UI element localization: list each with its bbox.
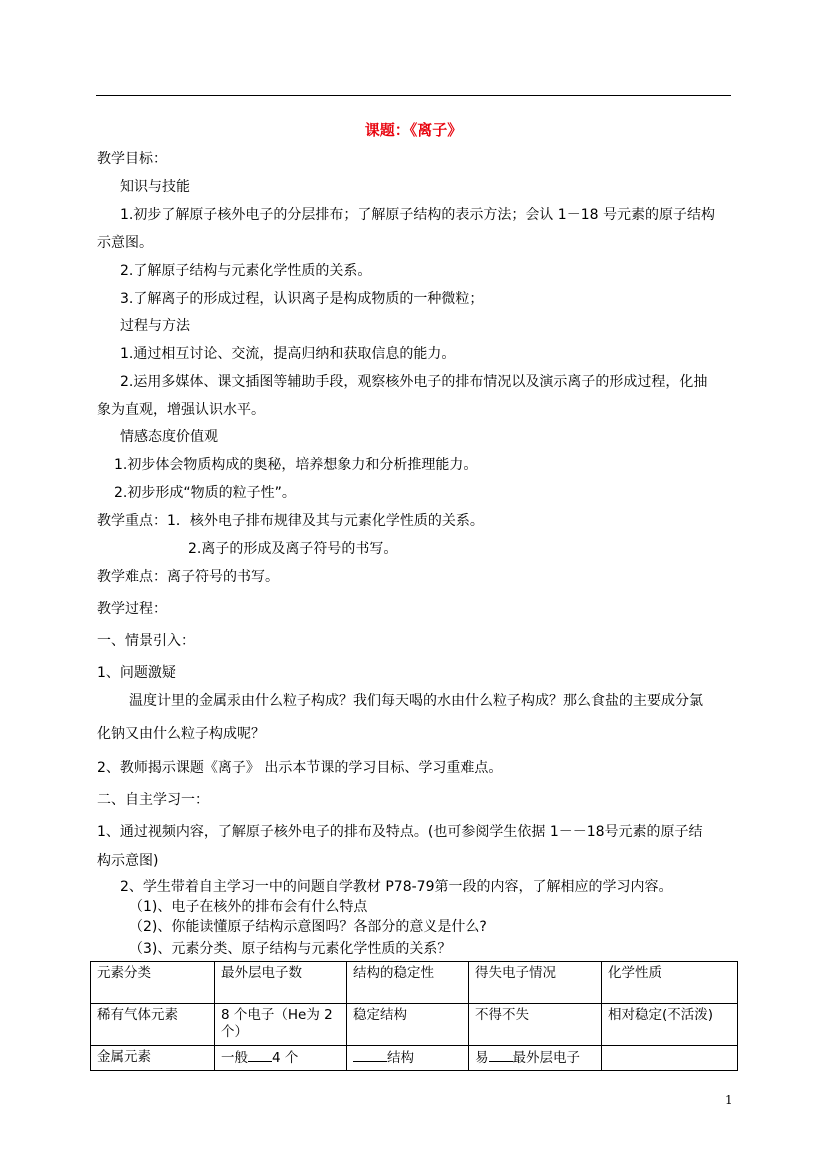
table-cell: 8 个电子（He为 2 个） [215,1004,347,1046]
study-question-3: （3)、元素分类、原子结构与元素化学性质的关系？ [129,941,452,957]
question-line-1: 温度计里的金属汞由什么粒子构成？我们每天喝的水由什么粒子构成？那么食盐的主要成分氯 [129,693,703,709]
table-cell [469,1046,602,1071]
emotion-heading: 情感态度价值观 [120,429,218,445]
table-row [91,1004,738,1046]
page-title: 课题：《离子》 [364,121,463,139]
fill-in-blank [353,1049,387,1062]
table-cell: 不得不失 [469,1004,602,1046]
difficult-points: 教学难点：离子符号的书写。 [97,569,279,585]
question-line-2: 化钠又由什么粒子构成呢？ [97,726,265,742]
table-header-cell: 最外层电子数 [215,962,347,1004]
element-properties-table [90,961,738,1071]
emotion-item-1: 1.初步体会物质构成的奥秘，培养想象力和分析推理能力。 [114,457,478,473]
knowledge-item-1-line-2: 示意图。 [97,235,153,251]
goals-heading: 教学目标： [97,151,167,167]
knowledge-item-3: 3.了解离子的形成过程，认识离子是构成物质的一种微粒； [120,291,484,307]
section-1-item-2: 2、教师揭示课题《离子》 出示本节课的学习目标、学习重难点。 [97,760,503,776]
process-item-1: 1.通过相互讨论、交流，提高归纳和获取信息的能力。 [120,346,456,362]
study-question-2: （2)、你能读懂原子结构示意图吗？各部分的意义是什么? [129,919,487,935]
key-points-1: 教学重点：1．核外电子排布规律及其与元素化学性质的关系。 [97,513,484,529]
process-item-2-line-2: 象为直观，增强认识水平。 [97,402,265,418]
section-1-heading: 一、情景引入： [97,633,195,649]
process-heading: 过程与方法 [120,318,190,334]
table-header-cell: 元素分类 [91,962,215,1004]
table-cell [347,1046,469,1071]
cell-text: 结构 [387,1050,414,1066]
knowledge-item-2: 2.了解原子结构与元素化学性质的关系。 [120,263,372,279]
teaching-process-heading: 教学过程： [97,601,167,617]
table-cell [602,1046,738,1071]
fill-in-blank [489,1049,513,1062]
cell-text: 一般 [221,1050,248,1066]
section-1-item-1: 1、问题激疑 [97,665,176,681]
knowledge-item-1-line-1: 1.初步了解原子核外电子的分层排布；了解原子结构的表示方法；会认 1－18 号元素的原子结构 [120,207,715,223]
table-cell: 稀有气体元素 [91,1004,215,1046]
header-rule [96,95,731,96]
cell-text: 4 个 [272,1050,299,1066]
table-header-cell: 得失电子情况 [469,962,602,1004]
table-header-cell: 化学性质 [602,962,738,1004]
study-question-1: （1)、电子在核外的排布会有什么特点 [129,899,368,915]
process-item-2-line-1: 2.运用多媒体、课文插图等辅助手段，观察核外电子的排布情况以及演示离子的形成过程，化抽 [120,374,708,390]
page-number: 1 [725,1093,733,1107]
cell-text: 最外层电子 [512,1050,580,1066]
table-cell: 金属元素 [91,1046,215,1071]
table-cell: 稳定结构 [347,1004,469,1046]
table-row [91,1046,738,1071]
video-line-2: 构示意图) [97,853,159,869]
table-header-row [91,962,738,1004]
knowledge-heading: 知识与技能 [120,179,190,195]
self-study-line: 2、学生带着自主学习一中的问题自学教材 P78-79第一段的内容，了解相应的学习内容。 [120,879,673,895]
section-2-heading: 二、自主学习一： [97,792,209,808]
key-points-2: 2.离子的形成及离子符号的书写。 [188,541,398,557]
fill-in-blank [248,1049,272,1062]
video-line-1: 1、通过视频内容，了解原子核外电子的排布及特点。(也可参阅学生依据 1－－18号元素的原子结 [97,824,703,840]
table-cell: 相对稳定(不活泼) [602,1004,738,1046]
table-header-cell: 结构的稳定性 [347,962,469,1004]
table-cell [215,1046,347,1071]
cell-text: 易 [475,1050,489,1066]
emotion-item-2: 2.初步形成“物质的粒子性”。 [114,485,296,501]
